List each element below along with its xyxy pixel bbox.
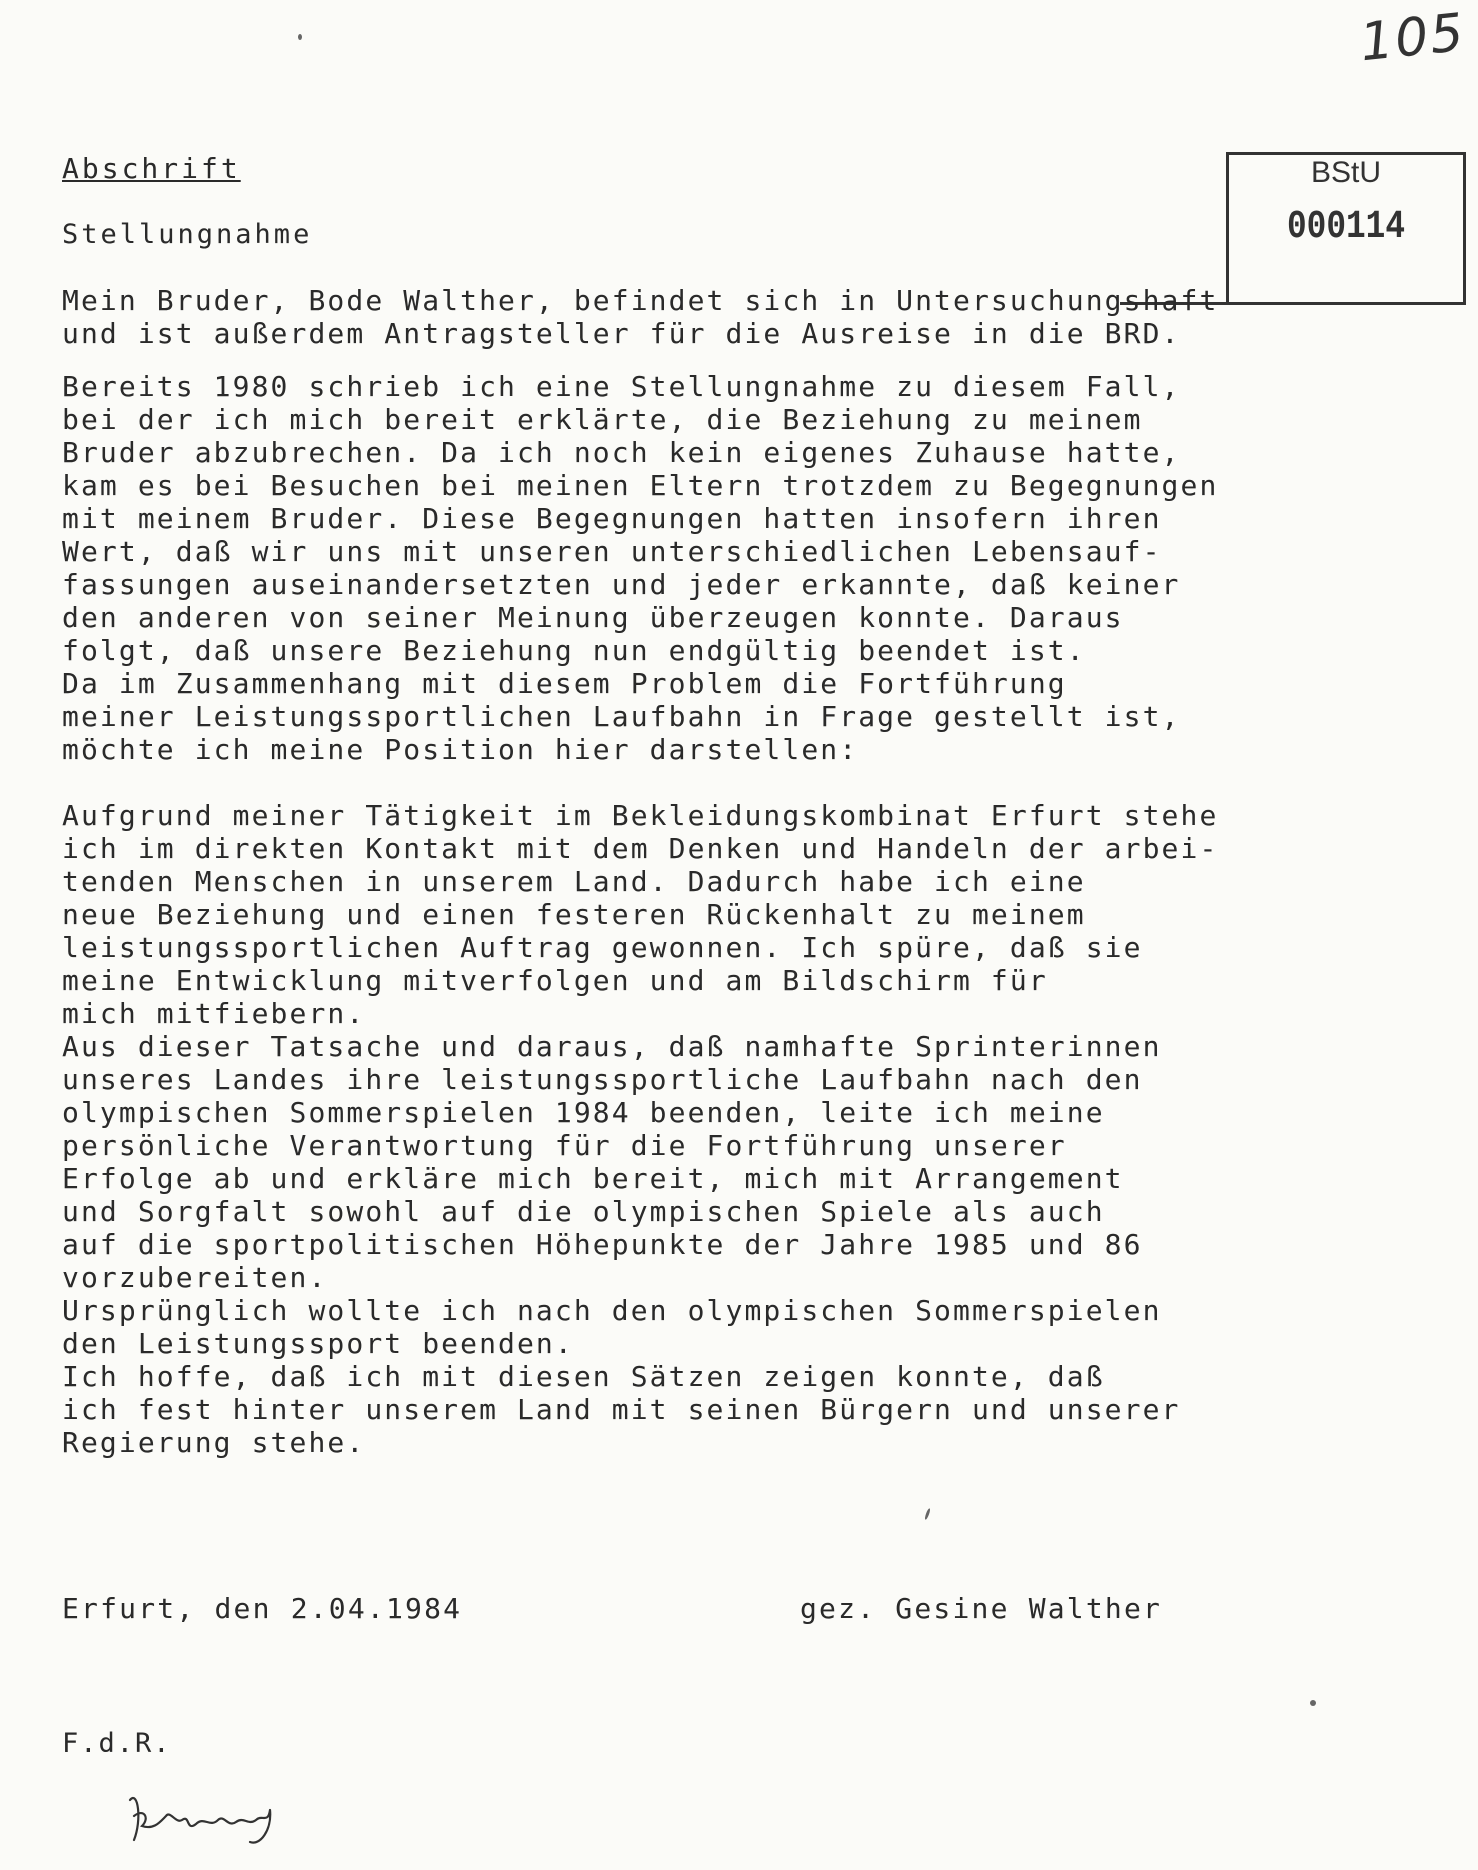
text-line: tenden Menschen in unserem Land. Dadurch habe ich eine bbox=[62, 865, 1086, 898]
text-line: meine Entwicklung mitverfolgen und am Bildschirm für bbox=[62, 964, 1048, 997]
text-line: Ich hoffe, daß ich mit diesen Sätzen zeigen konnte, daß bbox=[62, 1360, 1105, 1393]
scan-speck bbox=[1310, 1700, 1316, 1706]
text-line: meiner Leistungssportlichen Laufbahn in Frage gestellt ist, bbox=[62, 700, 1181, 733]
handwritten-page-number: 105 bbox=[1357, 2, 1469, 74]
archive-stamp-number: 000114 bbox=[1286, 205, 1406, 250]
text-line: Mein Bruder, Bode Walther, befindet sich in Untersuchungshaft bbox=[62, 284, 1219, 317]
text-line: Aus dieser Tatsache und daraus, daß namhafte Sprinterinnen bbox=[62, 1030, 1162, 1063]
text-line: den Leistungssport beenden. bbox=[62, 1327, 574, 1360]
archive-stamp-org: BStU bbox=[1310, 156, 1382, 189]
text-line: und ist außerdem Antragsteller für die Ausreise in die BRD. bbox=[62, 317, 1181, 350]
text-line: auf die sportpolitischen Höhepunkte der Jahre 1985 und 86 bbox=[62, 1228, 1143, 1261]
text-line: folgt, daß unsere Beziehung nun endgültig beendet ist. bbox=[62, 634, 1086, 667]
document-heading: Abschrift bbox=[62, 152, 241, 185]
paragraph-2 bbox=[62, 370, 1218, 766]
paragraph-1 bbox=[62, 284, 1218, 350]
text-line: olympischen Sommerspielen 1984 beenden, leite ich meine bbox=[62, 1096, 1105, 1129]
scan-speck bbox=[298, 34, 302, 40]
text-line: möchte ich meine Position hier darstellen: bbox=[62, 733, 859, 766]
text-line: mich mitfiebern. bbox=[62, 997, 366, 1030]
text-line: fassungen auseinandersetzten und jeder erkannte, daß keiner bbox=[62, 568, 1181, 601]
text-line: Bereits 1980 schrieb ich eine Stellungnahme zu diesem Fall, bbox=[62, 370, 1181, 403]
text-line: Wert, daß wir uns mit unseren unterschiedlichen Lebensauf- bbox=[62, 535, 1162, 568]
text-line: ich im direkten Kontakt mit dem Denken und Handeln der arbei- bbox=[62, 832, 1219, 865]
text-line: neue Beziehung und einen festeren Rückenhalt zu meinem bbox=[62, 898, 1086, 931]
paragraph-3 bbox=[62, 799, 1218, 1459]
text-line: bei der ich mich bereit erklärte, die Beziehung zu meinem bbox=[62, 403, 1143, 436]
text-line: Ursprünglich wollte ich nach den olympischen Sommerspielen bbox=[62, 1294, 1162, 1327]
text-line: und Sorgfalt sowohl auf die olympischen Spiele als auch bbox=[62, 1195, 1105, 1228]
signed-by: gez. Gesine Walther bbox=[800, 1592, 1163, 1625]
text-line: leistungssportlichen Auftrag gewonnen. Ich spüre, daß sie bbox=[62, 931, 1143, 964]
text-line: ich fest hinter unserem Land mit seinen Bürgern und unserer bbox=[62, 1393, 1181, 1426]
text-line: Erfolge ab und erkläre mich bereit, mich mit Arrangement bbox=[62, 1162, 1124, 1195]
text-line: Bruder abzubrechen. Da ich noch kein eigenes Zuhause hatte, bbox=[62, 436, 1181, 469]
text-line: kam es bei Besuchen bei meinen Eltern trotzdem zu Begegnungen bbox=[62, 469, 1219, 502]
text-line: unseres Landes ihre leistungssportliche Laufbahn nach den bbox=[62, 1063, 1143, 1096]
fdr-note: F.d.R. bbox=[62, 1728, 172, 1759]
place-date: Erfurt, den 2.04.1984 bbox=[62, 1592, 463, 1625]
handwritten-signature bbox=[120, 1780, 290, 1850]
document-subtitle: Stellungnahme bbox=[62, 219, 313, 250]
text-line: persönliche Verantwortung für die Fortführung unserer bbox=[62, 1129, 1067, 1162]
text-line: Da im Zusammenhang mit diesem Problem die Fortführung bbox=[62, 667, 1067, 700]
text-line: mit meinem Bruder. Diese Begegnungen hatten insofern ihren bbox=[62, 502, 1162, 535]
text-line: Aufgrund meiner Tätigkeit im Bekleidungskombinat Erfurt stehe bbox=[62, 799, 1219, 832]
text-line: Regierung stehe. bbox=[62, 1426, 366, 1459]
scan-speck bbox=[924, 1508, 931, 1520]
text-line: vorzubereiten. bbox=[62, 1261, 328, 1294]
text-line: den anderen von seiner Meinung überzeugen konnte. Daraus bbox=[62, 601, 1124, 634]
